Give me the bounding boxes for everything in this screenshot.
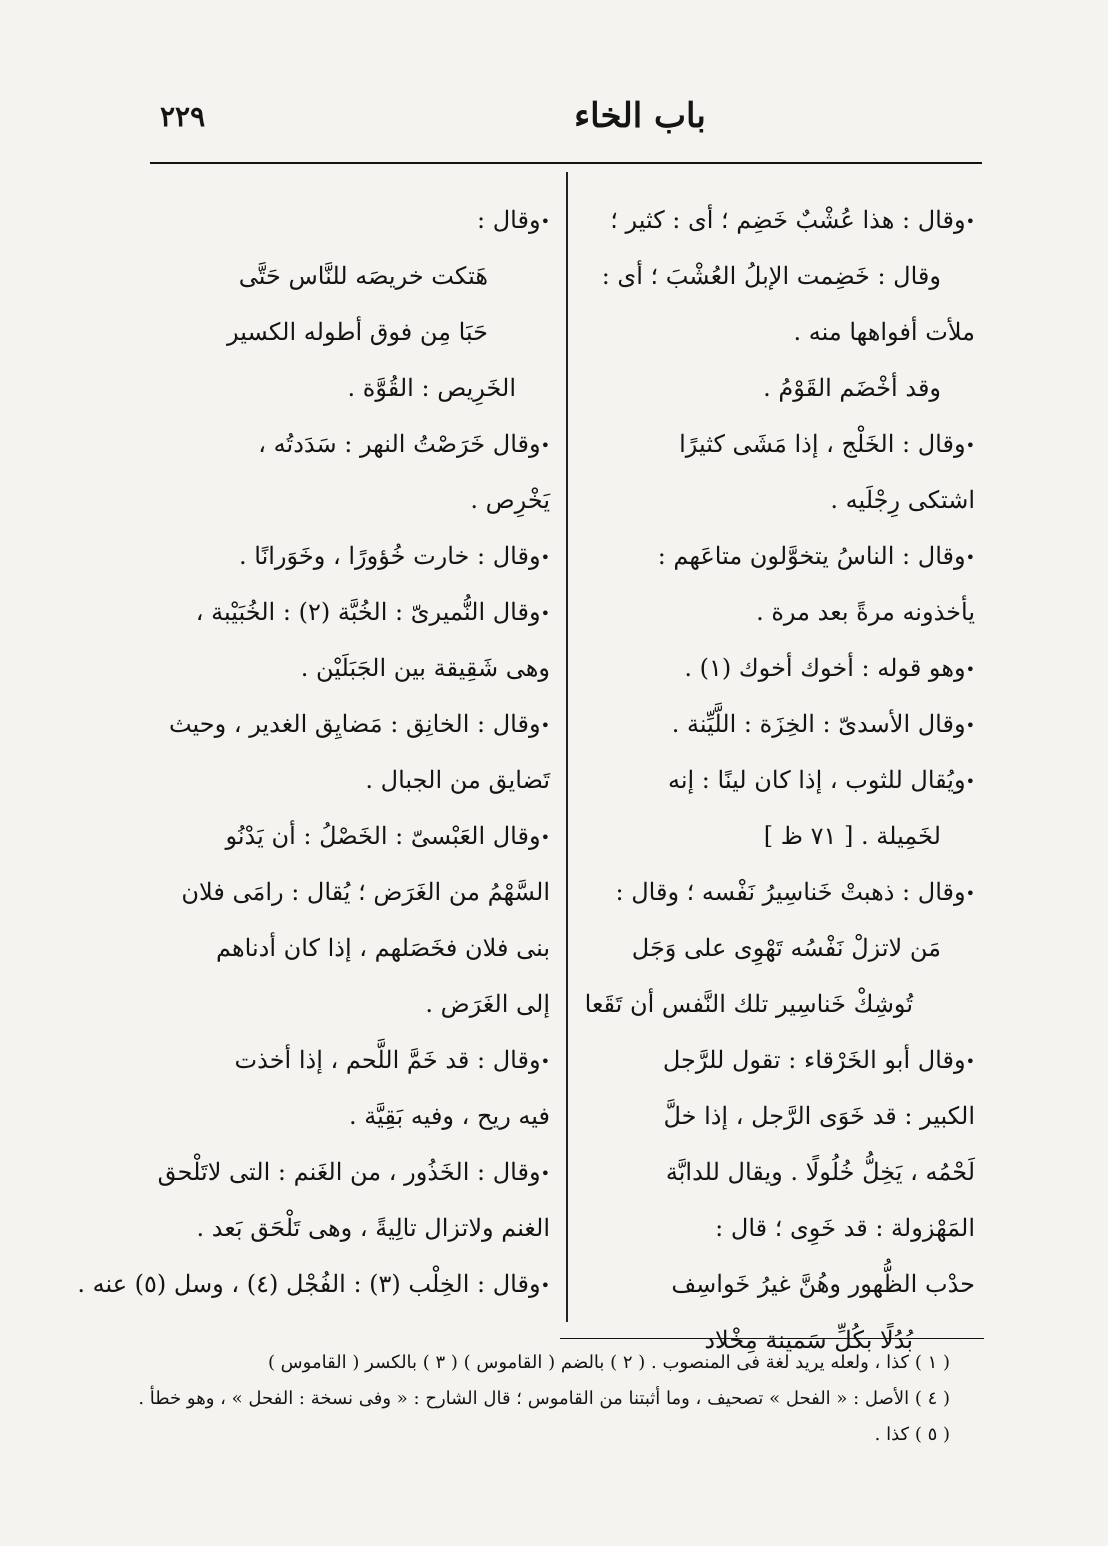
text-line: • وقال : الخَذُور ، من الغَنم : التى لاتَلْحق bbox=[150, 1144, 550, 1200]
footnotes bbox=[138, 1345, 950, 1453]
verse-line: حدْب الظُّهور وهُنَّ غيرُ خَواسِف bbox=[671, 1270, 975, 1298]
text-line: • وقال : ذهبتْ خَناسِيرُ نَفْسه ؛ وقال : bbox=[585, 864, 975, 920]
text-line: تَضايق من الجبال . bbox=[365, 766, 550, 794]
header-rule bbox=[150, 162, 982, 164]
text-line: • وقال خَرَصْتُ النهر : سَدَدتُه ، bbox=[150, 416, 550, 472]
text-line: لَحْمُه ، يَخِلُّ خُلُولًا . ويقال للدابَّة bbox=[665, 1158, 975, 1186]
text-line: • وقال العَبْسىّ : الخَصْلُ : أن يَدْنُو bbox=[150, 808, 550, 864]
text-line: إلى الغَرَض . bbox=[425, 990, 550, 1018]
footnote: ( ١ ) كذا ، ولعله يريد لغة فى المنصوب . ( ٢ ) بالضم ( القاموس ) ( ٣ ) بالكسر ( القاموس ) bbox=[267, 1352, 950, 1373]
verse-line: حَبَا مِن فوق أطوله الكسير bbox=[227, 318, 488, 346]
column-divider bbox=[566, 172, 568, 1322]
text-line: • وقال : bbox=[150, 192, 550, 248]
text-line: يَخْرِص . bbox=[470, 486, 550, 514]
text-line: • وقال : هذا عُشْبٌ خَضِم ؛ أى : كثير ؛ bbox=[585, 192, 975, 248]
page-header bbox=[140, 92, 988, 162]
text-line: السَّهْمُ من الغَرَض ؛ يُقال : رامَى فلان bbox=[181, 878, 550, 906]
text-line: ملأت أفواهها منه . bbox=[793, 318, 975, 346]
text-line: • وقال : خارت خُؤورًا ، وخَوَرانًا . bbox=[150, 528, 550, 584]
text-line: وقد أخْضَم القَوْمُ . bbox=[763, 374, 941, 402]
text-line: • وقال : الخانِق : مَضايِق الغدير ، وحيث bbox=[150, 696, 550, 752]
text-line: وهى شَقِيقة بين الجَبَلَيْن . bbox=[300, 654, 550, 682]
text-line: الخَرِيص : القُوَّة . bbox=[347, 374, 516, 402]
text-line: بنى فلان فخَصَلهم ، إذا كان أدناهم bbox=[216, 934, 550, 962]
text-line: • وقال الأسدىّ : الخِزَة : اللَّيِّنة . bbox=[585, 696, 975, 752]
text-line: المَهْزولة : قد خَوِى ؛ قال : bbox=[715, 1214, 975, 1242]
text-line: • وقال : الخِلْب (٣) : الفُجْل (٤) ، وسل (٥) عنه . bbox=[150, 1256, 550, 1312]
text-line: • وقال : الخَلْج ، إذا مَشَى كثيرًا bbox=[585, 416, 975, 472]
chapter-title: باب الخاء bbox=[574, 96, 706, 136]
left-column bbox=[77, 192, 550, 1312]
text-line: فيه ريح ، وفيه بَقِيَّة . bbox=[349, 1102, 550, 1130]
text-line: • ويُقال للثوب ، إذا كان لينًا : إنه bbox=[585, 752, 975, 808]
text-line: • وقال : الناسُ يتخوَّلون متاعَهم : bbox=[585, 528, 975, 584]
footnote: ( ٥ ) كذا . bbox=[874, 1424, 950, 1445]
text-line: • وقال النُّميرىّ : الخُبَّة (٢) : الخُبَيْبة ، bbox=[150, 584, 550, 640]
footnote: ( ٤ ) الأصل : « الفحل » تصحيف ، وما أثبتنا من القاموس ؛ قال الشارح : « وفى نسخة : الفحل » ، وهو خطأ . bbox=[138, 1388, 950, 1409]
text-line: • وقال : قد خَمَّ اللَّحم ، إذا أخذت bbox=[150, 1032, 550, 1088]
verse-line: هَتكت خريصَه للنَّاس حَتَّى bbox=[238, 262, 488, 290]
verse-line: مَن لاتزلْ نَفْسُه تَهْوِى على وَجَل bbox=[631, 934, 941, 962]
text-line: لخَمِيلة . [ ٧١ ظ ] bbox=[763, 822, 941, 850]
text-line: وقال : خَضِمت الإبلُ العُشْبَ ؛ أى : bbox=[601, 262, 941, 290]
text-line: اشتكى رِجْلَيه . bbox=[830, 486, 975, 514]
text-line: يأخذونه مرةً بعد مرة . bbox=[756, 598, 975, 626]
text-line: • وهو قوله : أخوك أخوك (١) . bbox=[585, 640, 975, 696]
verse-line: تُوشِكْ خَناسِير تلك النَّفس أن تَقَعا bbox=[584, 990, 913, 1018]
text-line: الغنم ولاتزال تالِيةً ، وهى تَلْحَق بَعد . bbox=[196, 1214, 550, 1242]
text-line: الكبير : قد خَوَى الرَّجل ، إذا خلَّ bbox=[663, 1102, 975, 1130]
page-number: ٢٢٩ bbox=[160, 100, 206, 133]
right-column bbox=[585, 192, 975, 1368]
text-line: • وقال أبو الخَرْقاء : تقول للرَّجل bbox=[585, 1032, 975, 1088]
verse-line: بُدُلًا بكُلِّ سَمينة مِخْلاد bbox=[704, 1326, 913, 1354]
footnote-rule bbox=[560, 1338, 984, 1339]
